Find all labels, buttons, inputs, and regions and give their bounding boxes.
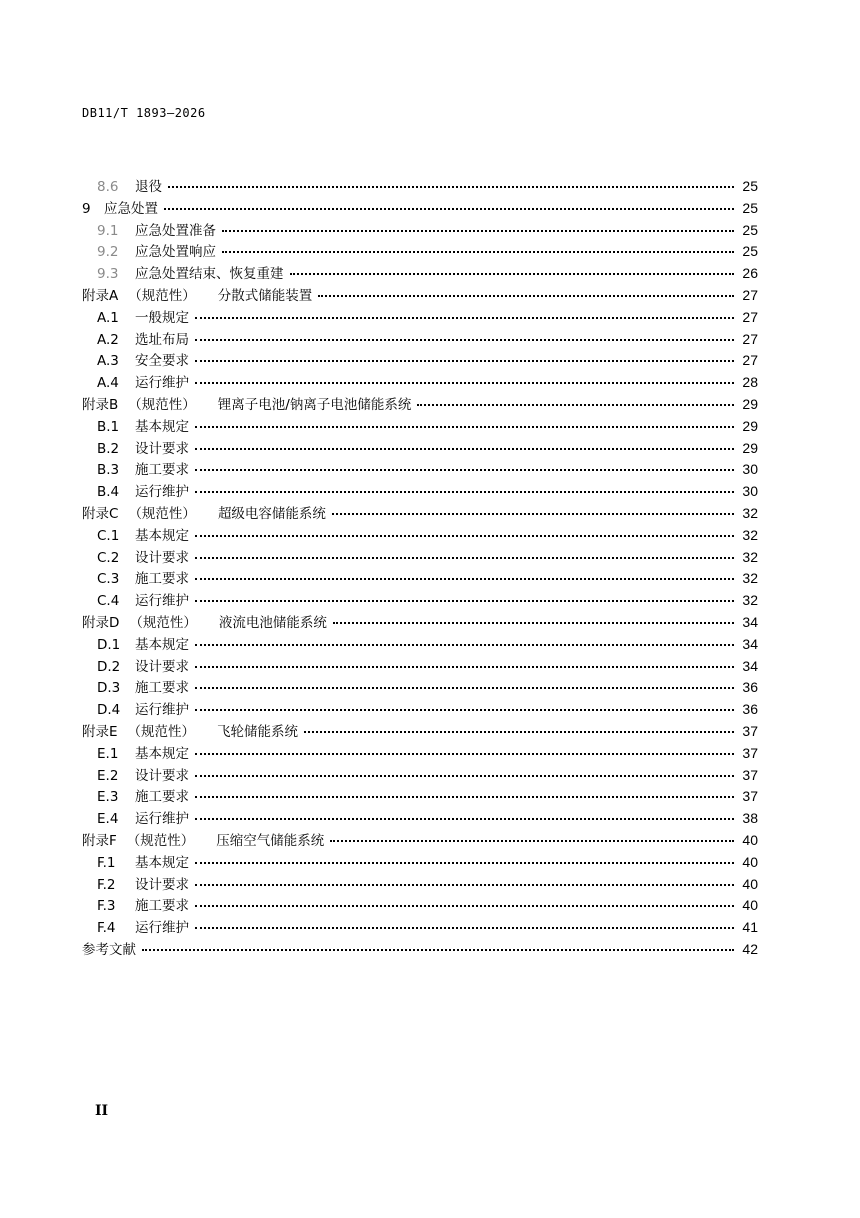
toc-entry-number: C.3 <box>97 571 120 588</box>
toc-entry-title: 施工要求 <box>135 680 189 697</box>
toc-entry-page-number: 40 <box>742 897 758 914</box>
toc-entry-page-number: 41 <box>742 919 758 936</box>
toc-entry-page-number: 25 <box>742 221 758 238</box>
toc-entry-page-number: 42 <box>742 940 758 957</box>
toc-entry[interactable] <box>82 416 758 438</box>
toc-entry[interactable] <box>82 198 758 220</box>
toc-entry-title: 设计要求 <box>135 549 189 566</box>
toc-entry[interactable] <box>82 917 758 939</box>
toc-entry-page-number: 34 <box>742 613 758 630</box>
toc-entry-title: 选址布局 <box>135 331 189 348</box>
toc-entry-page-number: 32 <box>742 526 758 543</box>
toc-entry[interactable] <box>82 481 758 503</box>
toc-entry[interactable] <box>82 350 758 372</box>
toc-entry-number: B.3 <box>97 462 120 479</box>
toc-entry[interactable] <box>82 547 758 569</box>
toc-entry[interactable] <box>82 394 758 416</box>
toc-entry[interactable] <box>82 176 758 198</box>
toc-entry-number: 附录A <box>82 287 119 304</box>
toc-entry-number: C.2 <box>97 549 120 566</box>
toc-entry-page-number: 27 <box>742 352 758 369</box>
toc-entry[interactable] <box>82 874 758 896</box>
toc-entry-title: 飞轮储能系统 <box>217 723 299 740</box>
toc-entry-page-number: 26 <box>742 265 758 282</box>
toc-entry[interactable] <box>82 721 758 743</box>
toc-entry-title: 应急处置结束、恢复重建 <box>135 266 284 283</box>
toc-leader-dots <box>333 622 734 624</box>
toc-entry-number: A.3 <box>97 353 119 370</box>
toc-leader-dots <box>142 949 734 951</box>
toc-entry-page-number: 37 <box>742 766 758 783</box>
toc-entry[interactable] <box>82 329 758 351</box>
toc-leader-dots <box>195 426 734 428</box>
toc-entry-title: 安全要求 <box>135 353 189 370</box>
toc-entry-title: 分散式储能装置 <box>217 287 313 304</box>
page-number-footer: II <box>95 1103 109 1119</box>
toc-entry[interactable] <box>82 612 758 634</box>
toc-entry-title: 基本规定 <box>135 418 189 435</box>
toc-leader-dots <box>332 513 734 515</box>
toc-leader-dots <box>195 448 734 450</box>
toc-leader-dots <box>304 731 734 733</box>
toc-entry-number: D.2 <box>97 658 121 675</box>
toc-entry-number: D.3 <box>97 680 121 697</box>
toc-entry[interactable] <box>82 438 758 460</box>
toc-entry-page-number: 27 <box>742 330 758 347</box>
toc-entry-number: C.1 <box>97 527 120 544</box>
toc-entry-page-number: 27 <box>742 308 758 325</box>
toc-entry-number: B.4 <box>97 484 120 501</box>
table-of-contents <box>82 176 758 961</box>
toc-leader-dots <box>195 862 734 864</box>
toc-entry-page-number: 29 <box>742 439 758 456</box>
toc-leader-dots <box>164 208 734 210</box>
toc-entry-page-number: 30 <box>742 483 758 500</box>
toc-leader-dots <box>195 557 734 559</box>
toc-entry-page-number: 32 <box>742 504 758 521</box>
toc-entry-title: 应急处置准备 <box>135 222 216 239</box>
toc-entry-title: 压缩空气储能系统 <box>216 832 325 849</box>
toc-leader-dots <box>195 884 734 886</box>
toc-entry[interactable] <box>82 786 758 808</box>
toc-entry-page-number: 37 <box>742 744 758 761</box>
toc-entry[interactable] <box>82 939 758 961</box>
toc-entry-page-number: 29 <box>742 395 758 412</box>
toc-entry-number: 9.2 <box>97 244 119 261</box>
toc-entry-title: 设计要求 <box>135 876 189 893</box>
toc-entry-page-number: 40 <box>742 831 758 848</box>
toc-entry-title: 应急处置响应 <box>135 244 216 261</box>
toc-entry-page-number: 25 <box>742 178 758 194</box>
toc-entry-title: 一般规定 <box>135 309 189 326</box>
toc-entry[interactable] <box>82 307 758 329</box>
toc-entry-title: 运行维护 <box>135 484 189 501</box>
toc-entry-number: 附录C <box>82 505 119 522</box>
toc-leader-dots <box>195 339 734 341</box>
toc-leader-dots <box>168 186 734 188</box>
toc-entry-page-number: 37 <box>742 788 758 805</box>
toc-entry-title: 施工要求 <box>135 898 189 915</box>
toc-entry-title: 运行维护 <box>135 593 189 610</box>
toc-leader-dots <box>195 578 734 580</box>
toc-entry[interactable] <box>82 677 758 699</box>
toc-entry-number: B.1 <box>97 418 120 435</box>
toc-entry-title: 设计要求 <box>135 440 189 457</box>
toc-entry-title: 施工要求 <box>135 789 189 806</box>
toc-entry-page-number: 32 <box>742 592 758 609</box>
toc-entry-page-number: 36 <box>742 679 758 696</box>
toc-entry-number: D.1 <box>97 636 121 653</box>
toc-entry-number: B.2 <box>97 440 120 457</box>
toc-leader-dots <box>318 295 734 297</box>
toc-entry[interactable] <box>82 895 758 917</box>
toc-entry-number: 9.1 <box>97 222 119 239</box>
toc-entry-title: 液流电池储能系统 <box>218 614 327 631</box>
toc-entry-page-number: 36 <box>742 701 758 718</box>
toc-entry-number: F.4 <box>97 920 116 937</box>
toc-leader-dots <box>417 404 734 406</box>
toc-entry-page-number: 32 <box>742 570 758 587</box>
toc-entry-designation: （规范性） <box>127 723 196 740</box>
toc-leader-dots <box>290 273 735 275</box>
toc-entry-title: 运行维护 <box>135 375 189 392</box>
toc-entry-number: 附录D <box>82 614 120 631</box>
toc-entry[interactable] <box>82 220 758 242</box>
toc-leader-dots <box>222 230 734 232</box>
toc-leader-dots <box>330 840 734 842</box>
toc-entry-number: 附录B <box>82 396 119 413</box>
toc-entry-page-number: 38 <box>742 810 758 827</box>
toc-entry-title: 锂离子电池/钠离子电池储能系统 <box>217 396 412 413</box>
toc-entry-number: A.1 <box>97 309 119 326</box>
toc-entry-title: 应急处置 <box>104 200 158 217</box>
toc-entry-title: 基本规定 <box>135 527 189 544</box>
toc-entry-designation: （规范性） <box>126 832 195 849</box>
toc-entry-number: A.4 <box>97 375 119 392</box>
toc-entry-title: 基本规定 <box>135 745 189 762</box>
toc-entry-title: 施工要求 <box>135 462 189 479</box>
toc-entry-page-number: 25 <box>742 243 758 260</box>
toc-entry-page-number: 37 <box>742 722 758 739</box>
toc-entry[interactable] <box>82 808 758 830</box>
toc-entry[interactable] <box>82 459 758 481</box>
toc-entry-designation: （规范性） <box>128 396 196 413</box>
toc-entry[interactable] <box>82 634 758 656</box>
toc-entry-number: A.2 <box>97 331 119 348</box>
toc-entry[interactable] <box>82 285 758 307</box>
toc-entry-designation: （规范性） <box>128 505 196 522</box>
toc-leader-dots <box>195 709 734 711</box>
toc-leader-dots <box>195 317 734 319</box>
toc-entry[interactable] <box>82 699 758 721</box>
toc-leader-dots <box>222 251 734 253</box>
toc-entry[interactable] <box>82 263 758 285</box>
toc-entry[interactable] <box>82 590 758 612</box>
toc-leader-dots <box>195 905 734 907</box>
toc-entry-title: 施工要求 <box>135 571 189 588</box>
toc-entry[interactable] <box>82 241 758 263</box>
toc-leader-dots <box>195 927 734 929</box>
toc-entry-title: 运行维护 <box>135 920 189 937</box>
toc-entry-number: F.2 <box>97 876 116 893</box>
toc-entry-number: E.2 <box>97 767 119 784</box>
toc-entry-number: 附录E <box>82 723 118 740</box>
toc-entry-number: 附录F <box>82 832 117 849</box>
toc-entry-title: 运行维护 <box>135 702 189 719</box>
toc-leader-dots <box>195 469 734 471</box>
toc-entry-page-number: 30 <box>742 461 758 478</box>
toc-entry-title: 超级电容储能系统 <box>217 505 326 522</box>
toc-leader-dots <box>195 382 734 384</box>
toc-entry-number: E.3 <box>97 789 119 806</box>
toc-entry-page-number: 34 <box>742 635 758 652</box>
toc-entry-number: F.1 <box>97 854 116 871</box>
toc-entry-number: C.4 <box>97 593 120 610</box>
toc-entry[interactable] <box>82 656 758 678</box>
toc-leader-dots <box>195 491 734 493</box>
toc-entry-title: 基本规定 <box>135 636 189 653</box>
toc-entry-designation: （规范性） <box>128 287 196 304</box>
toc-entry-title: 参考文献 <box>82 941 136 958</box>
toc-leader-dots <box>195 753 734 755</box>
toc-entry-page-number: 25 <box>742 199 758 216</box>
toc-entry-title: 运行维护 <box>135 811 189 828</box>
toc-entry-page-number: 27 <box>742 286 758 303</box>
toc-leader-dots <box>195 644 734 646</box>
toc-entry[interactable] <box>82 743 758 765</box>
toc-entry-title: 设计要求 <box>135 767 189 784</box>
toc-leader-dots <box>195 666 734 668</box>
toc-entry-number: 9.3 <box>97 266 119 283</box>
toc-entry-title: 设计要求 <box>135 658 189 675</box>
toc-leader-dots <box>195 535 734 537</box>
toc-entry-title: 退役 <box>135 179 162 195</box>
toc-entry-number: E.4 <box>97 811 119 828</box>
toc-entry-number: E.1 <box>97 745 119 762</box>
toc-leader-dots <box>195 600 734 602</box>
toc-entry-number: 8.6 <box>97 179 119 195</box>
toc-entry-designation: （规范性） <box>129 614 197 631</box>
toc-entry-number: D.4 <box>97 702 121 719</box>
toc-entry[interactable] <box>82 525 758 547</box>
toc-leader-dots <box>195 775 734 777</box>
toc-entry-page-number: 34 <box>742 657 758 674</box>
toc-entry[interactable] <box>82 503 758 525</box>
document-header-id: DB11/T 1893—2026 <box>82 106 206 120</box>
toc-entry-page-number: 29 <box>742 417 758 434</box>
toc-entry-number: 9 <box>82 200 91 217</box>
toc-leader-dots <box>195 687 734 689</box>
toc-entry-number: F.3 <box>97 898 116 915</box>
toc-entry[interactable] <box>82 568 758 590</box>
toc-entry[interactable] <box>82 830 758 852</box>
toc-leader-dots <box>195 360 734 362</box>
toc-entry-page-number: 40 <box>742 853 758 870</box>
toc-entry[interactable] <box>82 765 758 787</box>
toc-entry-page-number: 32 <box>742 548 758 565</box>
toc-entry-page-number: 40 <box>742 875 758 892</box>
toc-entry-title: 基本规定 <box>135 854 189 871</box>
toc-leader-dots <box>195 796 734 798</box>
toc-entry[interactable] <box>82 852 758 874</box>
toc-entry-page-number: 28 <box>742 374 758 391</box>
toc-entry[interactable] <box>82 372 758 394</box>
toc-leader-dots <box>195 818 734 820</box>
